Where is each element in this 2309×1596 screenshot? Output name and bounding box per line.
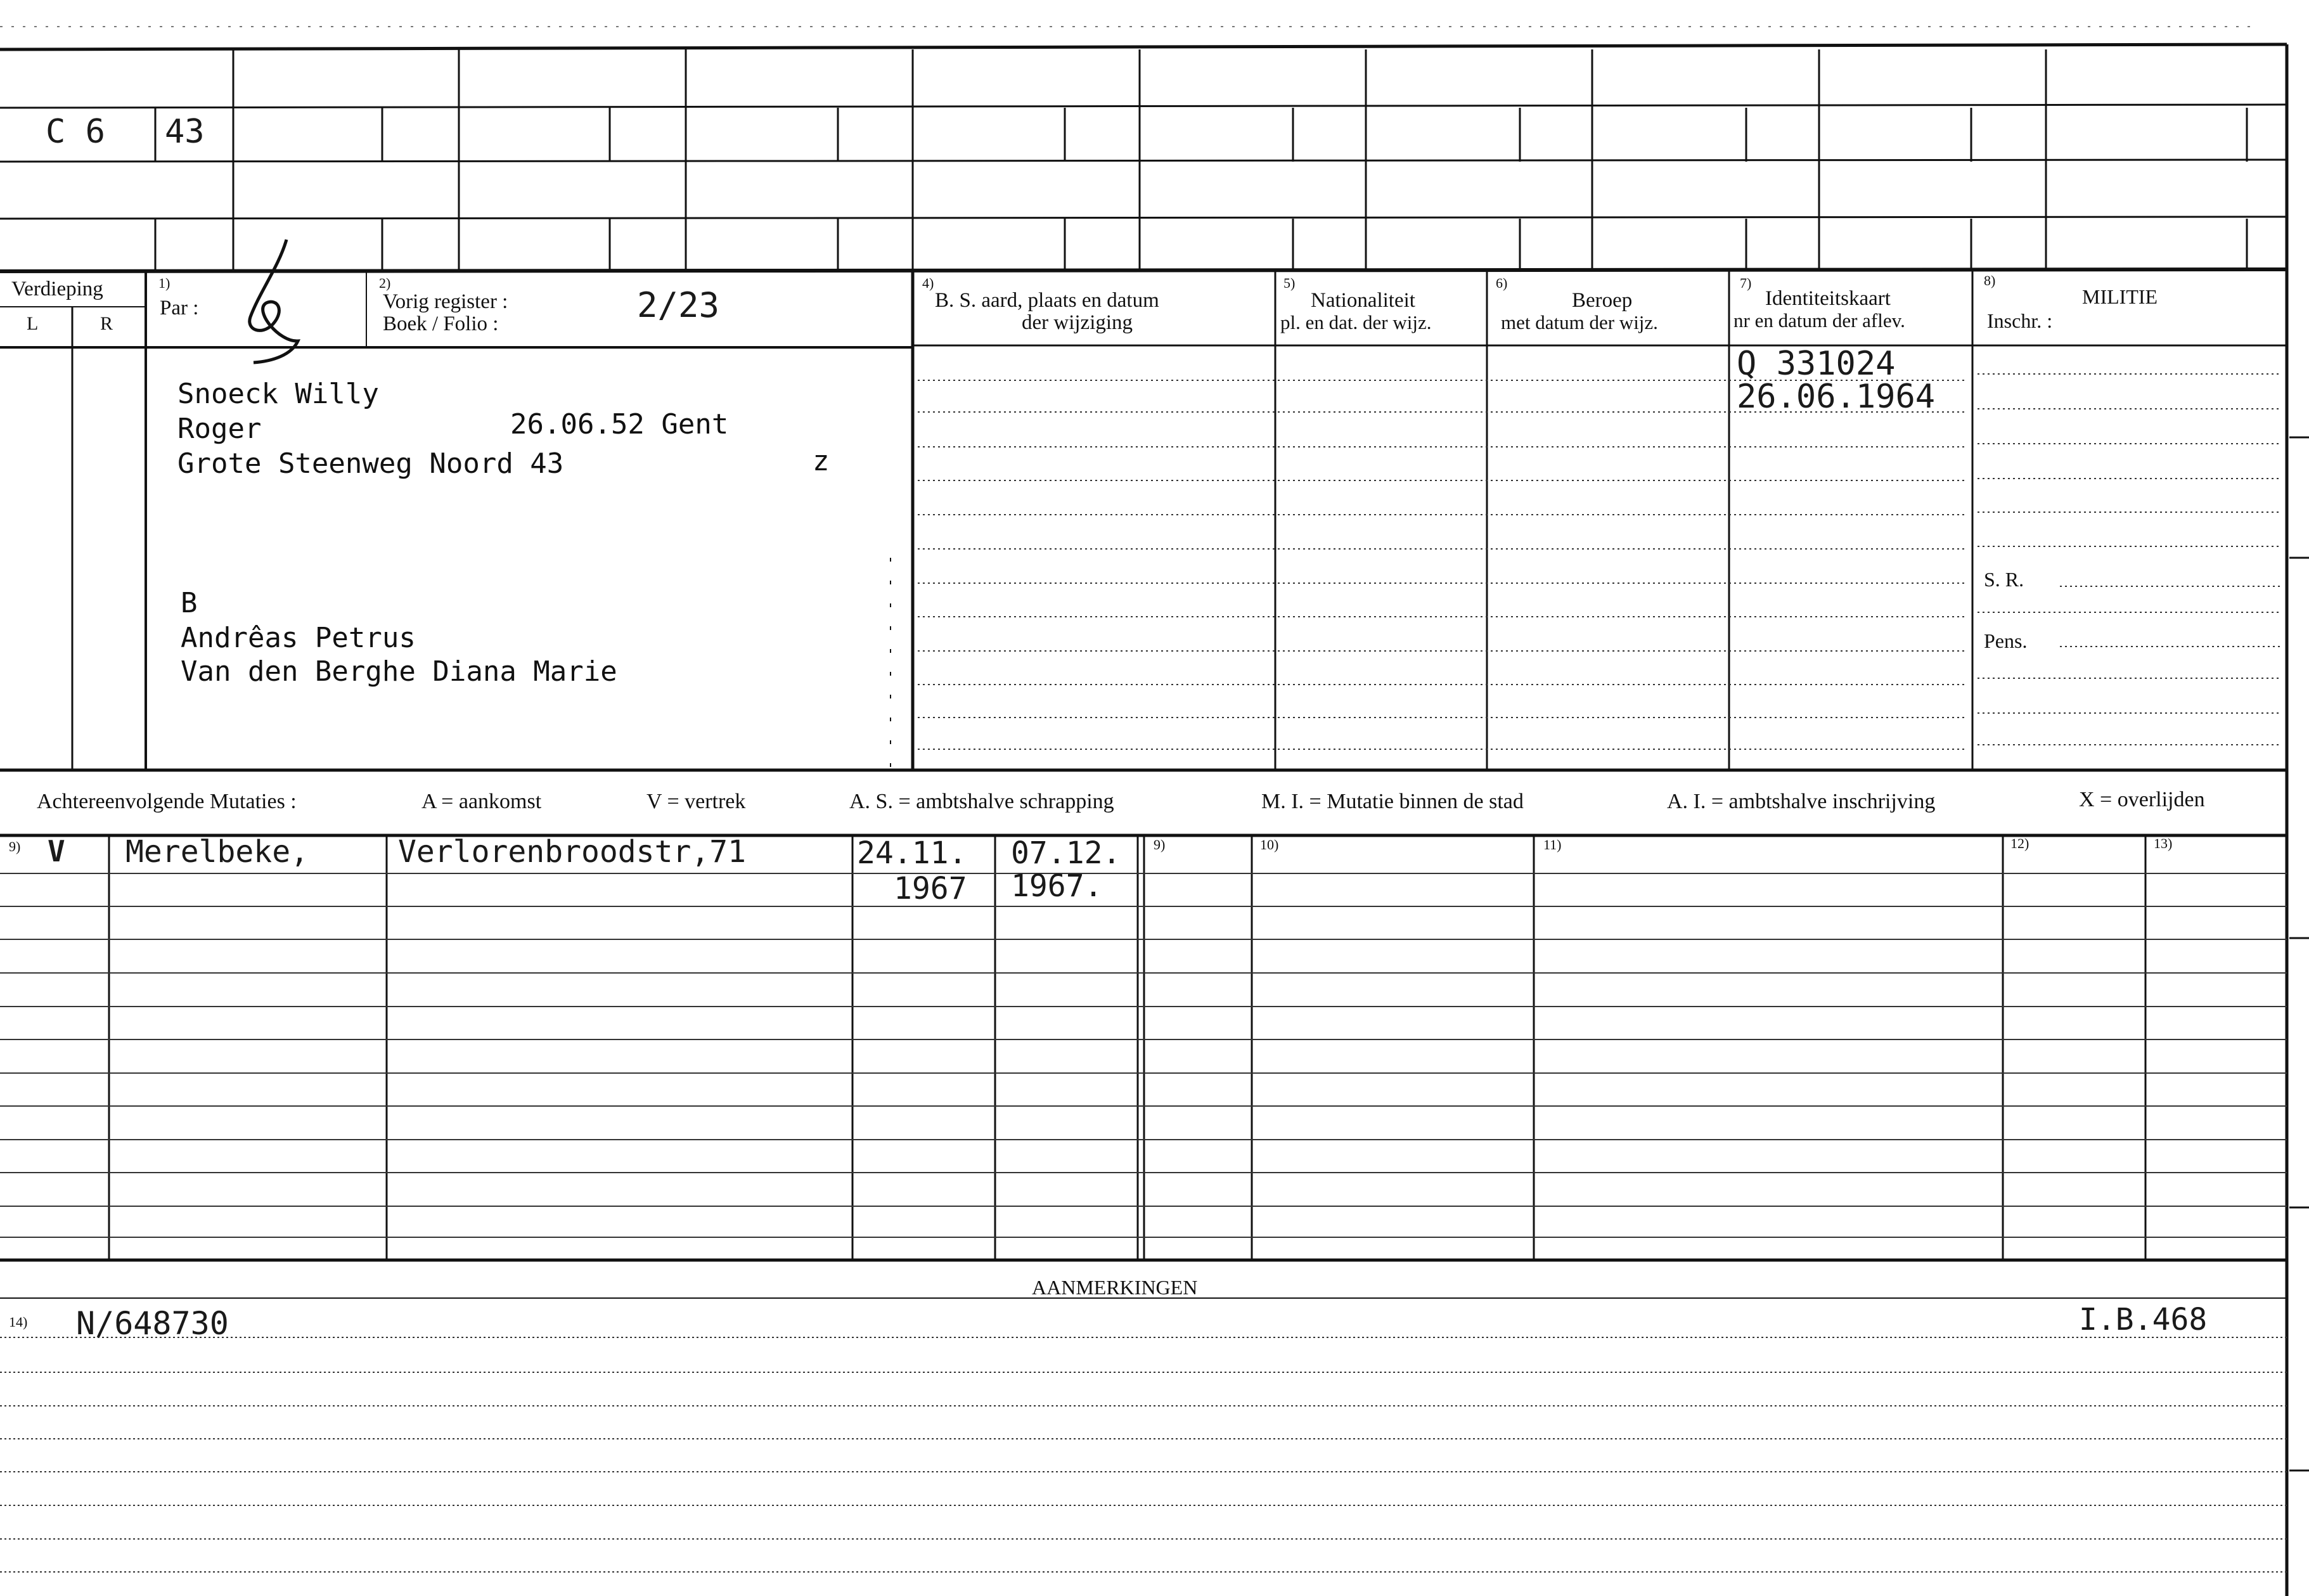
vorig-register-value: 2/23 — [637, 285, 720, 325]
note-8: 8) — [1984, 273, 1996, 288]
col-r-label: R — [100, 313, 113, 334]
identiteitskaart-header-line2: nr en datum der aflev. — [1733, 309, 1905, 331]
mother-name: Van den Berghe Diana Marie — [181, 655, 617, 688]
mutation-date2-daymonth: 07.12. — [1011, 835, 1121, 871]
legend-aankomst: A = aankomst — [421, 790, 542, 813]
legend-ambtshalve-inschrijving: A. I. = ambtshalve inschrijving — [1667, 790, 1936, 813]
par-handwritten-mark — [250, 240, 298, 363]
militie-header: MILITIE — [2082, 285, 2158, 308]
mutation-date1-daymonth: 24.11. — [857, 835, 967, 871]
nationaliteit-header-line2: pl. en dat. der wijz. — [1280, 311, 1432, 333]
par-label: Par : — [160, 297, 199, 319]
mutation-date1-year: 1967 — [894, 871, 967, 906]
person-name: Snoeck Willy — [177, 378, 379, 410]
note-9: 9) — [9, 839, 21, 854]
mutation-type: V — [48, 834, 65, 868]
person-birth: 26.06.52 Gent — [510, 408, 729, 441]
person-marker: z — [813, 445, 830, 477]
verdieping-label: Verdieping — [11, 278, 103, 300]
identity-card-date: 26.06.1964 — [1737, 378, 1936, 416]
remarks-number: N/648730 — [76, 1305, 229, 1342]
person-given-name: Roger — [177, 413, 262, 445]
note-6: 6) — [1496, 275, 1508, 291]
note-9b: 9) — [1154, 837, 1166, 853]
legend-vertrek: V = vertrek — [646, 790, 746, 813]
legend-overlijden: X = overlijden — [2079, 788, 2205, 811]
father-name: Andrêas Petrus — [181, 622, 416, 654]
remarks-title: AANMERKINGEN — [1032, 1276, 1198, 1299]
note-1: 1) — [158, 275, 170, 291]
note-13: 13) — [2154, 835, 2173, 851]
inschr-label: Inschr. : — [1987, 309, 2053, 332]
legend-ambtshalve-schrapping: A. S. = ambtshalve schrapping — [849, 790, 1114, 813]
note-10: 10) — [1260, 837, 1279, 853]
mutation-place: Merelbeke, — [125, 834, 309, 870]
legend-mutatie-binnen-stad: M. I. = Mutatie binnen de stad — [1261, 790, 1524, 813]
register-code: C 6 — [46, 113, 105, 151]
parents-label: B — [181, 587, 198, 619]
note-14: 14) — [9, 1314, 28, 1330]
remarks-reference: I.B.468 — [2079, 1302, 2208, 1337]
note-7: 7) — [1740, 275, 1752, 291]
note-5: 5) — [1283, 275, 1296, 291]
nationaliteit-header-line1: Nationaliteit — [1311, 289, 1415, 312]
identiteitskaart-header-line1: Identiteitskaart — [1765, 287, 1891, 310]
bs-header-line1: B. S. aard, plaats en datum — [935, 289, 1159, 312]
boek-folio-label: Boek / Folio : — [383, 312, 499, 335]
note-2: 2) — [379, 275, 391, 291]
note-11: 11) — [1543, 837, 1562, 853]
col-l-label: L — [27, 313, 39, 334]
militie-pens-label: Pens. — [1984, 629, 2028, 652]
person-address: Grote Steenweg Noord 43 — [177, 447, 564, 480]
vorig-register-label: Vorig register : — [383, 290, 508, 313]
legend-title: Achtereenvolgende Mutaties : — [37, 790, 297, 813]
beroep-header-line1: Beroep — [1572, 289, 1633, 312]
mutation-date2-year: 1967. — [1011, 868, 1103, 904]
bs-header-line2: der wijziging — [1022, 311, 1133, 334]
note-4: 4) — [922, 275, 934, 291]
mutation-address: Verlorenbroodstr,71 — [398, 834, 747, 870]
register-number: 43 — [165, 113, 205, 151]
beroep-header-line2: met datum der wijz. — [1501, 311, 1658, 333]
identity-card-number: Q 331024 — [1737, 345, 1896, 383]
militie-sr-label: S. R. — [1984, 568, 2024, 591]
note-12: 12) — [2010, 835, 2029, 851]
